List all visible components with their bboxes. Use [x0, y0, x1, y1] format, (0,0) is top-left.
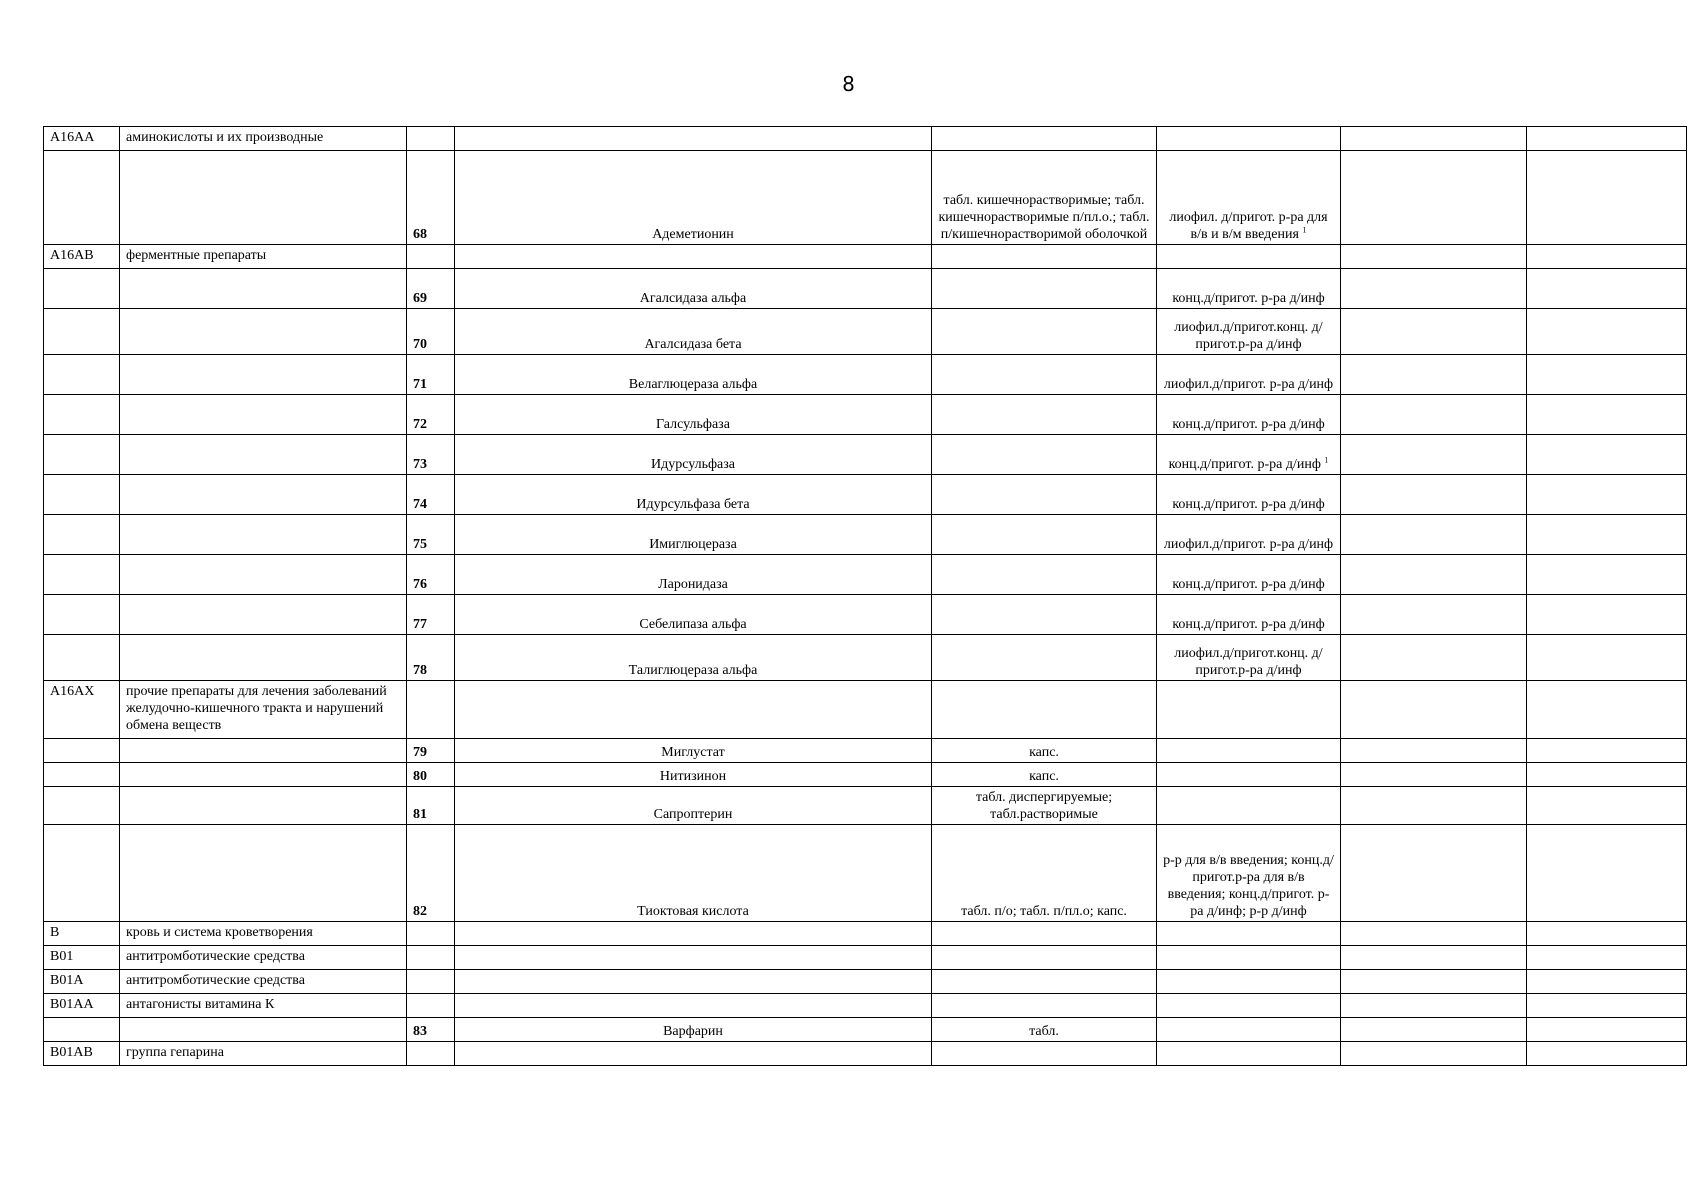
dosage-form-oral [932, 395, 1157, 435]
empty-cell [407, 681, 455, 739]
drug-row [44, 555, 1687, 595]
drug-row [44, 739, 1687, 763]
drug-name: Тиоктовая кислота [455, 825, 932, 922]
empty-cell [455, 681, 932, 739]
group-row [44, 127, 1687, 151]
drug-number: 83 [407, 1018, 455, 1042]
drug-row [44, 787, 1687, 825]
drug-row [44, 269, 1687, 309]
drug-number: 76 [407, 555, 455, 595]
empty-cell [44, 355, 120, 395]
dosage-form-oral [932, 435, 1157, 475]
empty-cell [1527, 475, 1687, 515]
dosage-form-parenteral-text: лиофил.д/пригот. р-ра д/инф [1163, 537, 1334, 552]
atc-group-code: B01A [44, 970, 120, 994]
empty-cell [120, 1018, 407, 1042]
empty-cell [1527, 269, 1687, 309]
dosage-form-parenteral-text: конц.д/пригот. р-ра д/инф [1172, 577, 1325, 592]
drug-name: Адеметионин [455, 151, 932, 245]
dosage-form-parenteral [1157, 739, 1341, 763]
dosage-form-oral [932, 595, 1157, 635]
empty-cell [1527, 739, 1687, 763]
empty-cell [44, 395, 120, 435]
table-body [44, 127, 1687, 1066]
empty-cell [1527, 994, 1687, 1018]
empty-cell [1341, 681, 1527, 739]
dosage-form-parenteral-text: конц.д/пригот. р-ра д/инф [1168, 457, 1321, 472]
empty-cell [120, 763, 407, 787]
empty-cell [1341, 739, 1527, 763]
drug-number: 80 [407, 763, 455, 787]
drug-name: Ларонидаза [455, 555, 932, 595]
atc-group-code: A16AX [44, 681, 120, 739]
dosage-form-parenteral-text: конц.д/пригот. р-ра д/инф [1172, 497, 1325, 512]
empty-cell [1527, 787, 1687, 825]
dosage-form-parenteral [1157, 555, 1341, 595]
drug-number: 71 [407, 355, 455, 395]
drug-row [44, 763, 1687, 787]
empty-cell [120, 355, 407, 395]
empty-cell [1157, 994, 1341, 1018]
empty-cell [932, 681, 1157, 739]
drug-name: Агалсидаза альфа [455, 269, 932, 309]
empty-cell [1341, 922, 1527, 946]
empty-cell [1527, 127, 1687, 151]
drug-name: Велаглюцераза альфа [455, 355, 932, 395]
empty-cell [1527, 515, 1687, 555]
empty-cell [1527, 595, 1687, 635]
empty-cell [120, 395, 407, 435]
empty-cell [1341, 127, 1527, 151]
group-row [44, 970, 1687, 994]
dosage-form-parenteral-text: конц.д/пригот. р-ра д/инф [1172, 291, 1325, 306]
dosage-form-parenteral-text: р-р для в/в введения; конц.д/пригот.р-ра для в/в введения; конц.д/пригот. р-ра д/инф; р-р д/инф [1163, 853, 1334, 919]
empty-cell [455, 245, 932, 269]
empty-cell [1341, 994, 1527, 1018]
empty-cell [120, 825, 407, 922]
empty-cell [407, 970, 455, 994]
empty-cell [1527, 1042, 1687, 1066]
drug-row [44, 635, 1687, 681]
dosage-form-oral [932, 355, 1157, 395]
empty-cell [44, 595, 120, 635]
empty-cell [1527, 435, 1687, 475]
drug-row [44, 515, 1687, 555]
footnote-marker: 1 [1302, 225, 1307, 235]
dosage-form-oral: табл. [932, 1018, 1157, 1042]
drug-name: Галсульфаза [455, 395, 932, 435]
atc-group-name: антитромботические средства [120, 970, 407, 994]
empty-cell [1341, 787, 1527, 825]
drug-number: 73 [407, 435, 455, 475]
drug-number: 72 [407, 395, 455, 435]
atc-group-code: A16AB [44, 245, 120, 269]
empty-cell [455, 1042, 932, 1066]
empty-cell [1157, 245, 1341, 269]
empty-cell [932, 994, 1157, 1018]
dosage-form-parenteral [1157, 763, 1341, 787]
empty-cell [120, 309, 407, 355]
drug-number: 69 [407, 269, 455, 309]
empty-cell [1527, 825, 1687, 922]
empty-cell [455, 970, 932, 994]
empty-cell [455, 946, 932, 970]
empty-cell [407, 922, 455, 946]
empty-cell [455, 127, 932, 151]
empty-cell [1341, 515, 1527, 555]
empty-cell [44, 435, 120, 475]
atc-group-code: B01AA [44, 994, 120, 1018]
atc-group-code: B [44, 922, 120, 946]
group-row [44, 922, 1687, 946]
empty-cell [1527, 922, 1687, 946]
empty-cell [407, 946, 455, 970]
empty-cell [932, 970, 1157, 994]
empty-cell [120, 595, 407, 635]
empty-cell [120, 555, 407, 595]
empty-cell [120, 151, 407, 245]
dosage-form-oral: капс. [932, 739, 1157, 763]
empty-cell [1527, 151, 1687, 245]
drug-name: Нитизинон [455, 763, 932, 787]
empty-cell [1527, 355, 1687, 395]
empty-cell [44, 635, 120, 681]
drug-name: Идурсульфаза [455, 435, 932, 475]
empty-cell [120, 635, 407, 681]
dosage-form-parenteral [1157, 825, 1341, 922]
atc-group-code: A16AA [44, 127, 120, 151]
drug-row [44, 355, 1687, 395]
group-row [44, 245, 1687, 269]
empty-cell [1341, 475, 1527, 515]
drug-number: 79 [407, 739, 455, 763]
dosage-form-oral [932, 635, 1157, 681]
dosage-form-parenteral [1157, 435, 1341, 475]
empty-cell [1341, 151, 1527, 245]
drug-number: 78 [407, 635, 455, 681]
empty-cell [407, 245, 455, 269]
empty-cell [407, 994, 455, 1018]
empty-cell [1341, 395, 1527, 435]
empty-cell [1527, 245, 1687, 269]
dosage-form-oral [932, 269, 1157, 309]
empty-cell [1527, 681, 1687, 739]
empty-cell [932, 922, 1157, 946]
dosage-form-oral [932, 309, 1157, 355]
dosage-form-parenteral [1157, 355, 1341, 395]
atc-group-name: аминокислоты и их производные [120, 127, 407, 151]
drug-row [44, 475, 1687, 515]
atc-group-code: B01AB [44, 1042, 120, 1066]
atc-group-name: кровь и система кроветворения [120, 922, 407, 946]
empty-cell [120, 787, 407, 825]
drug-name: Варфарин [455, 1018, 932, 1042]
empty-cell [1527, 946, 1687, 970]
drug-number: 77 [407, 595, 455, 635]
drug-row [44, 309, 1687, 355]
empty-cell [407, 1042, 455, 1066]
drug-name: Имиглюцераза [455, 515, 932, 555]
dosage-form-oral: табл. п/о; табл. п/пл.о; капс. [932, 825, 1157, 922]
empty-cell [1527, 635, 1687, 681]
empty-cell [1527, 555, 1687, 595]
empty-cell [1341, 1018, 1527, 1042]
empty-cell [1341, 555, 1527, 595]
drug-row [44, 595, 1687, 635]
empty-cell [1341, 355, 1527, 395]
empty-cell [44, 825, 120, 922]
empty-cell [120, 475, 407, 515]
empty-cell [1527, 1018, 1687, 1042]
group-row [44, 994, 1687, 1018]
empty-cell [44, 763, 120, 787]
empty-cell [1157, 970, 1341, 994]
empty-cell [1341, 635, 1527, 681]
dosage-form-parenteral-text: лиофил. д/пригот. р-ра для в/в и в/м введения [1169, 210, 1328, 242]
dosage-form-oral: табл. кишечнорастворимые; табл. кишечнорастворимые п/пл.о.; табл. п/кишечнорастворимой оболочкой [932, 151, 1157, 245]
empty-cell [1341, 309, 1527, 355]
atc-group-name: ферментные препараты [120, 245, 407, 269]
dosage-form-parenteral [1157, 269, 1341, 309]
empty-cell [44, 475, 120, 515]
empty-cell [1157, 127, 1341, 151]
empty-cell [932, 1042, 1157, 1066]
dosage-form-parenteral [1157, 475, 1341, 515]
empty-cell [455, 922, 932, 946]
empty-cell [44, 1018, 120, 1042]
drug-number: 68 [407, 151, 455, 245]
empty-cell [1341, 1042, 1527, 1066]
drug-row [44, 1018, 1687, 1042]
group-row [44, 681, 1687, 739]
empty-cell [44, 787, 120, 825]
dosage-form-parenteral [1157, 515, 1341, 555]
empty-cell [44, 555, 120, 595]
dosage-form-parenteral [1157, 787, 1341, 825]
empty-cell [44, 309, 120, 355]
dosage-form-oral: капс. [932, 763, 1157, 787]
empty-cell [1341, 245, 1527, 269]
drug-number: 70 [407, 309, 455, 355]
atc-group-name: группа гепарина [120, 1042, 407, 1066]
empty-cell [1341, 435, 1527, 475]
drug-number: 75 [407, 515, 455, 555]
empty-cell [1157, 681, 1341, 739]
empty-cell [44, 515, 120, 555]
empty-cell [1157, 946, 1341, 970]
empty-cell [120, 435, 407, 475]
drug-row [44, 435, 1687, 475]
drug-list-table [43, 126, 1687, 1066]
atc-group-name: антагонисты витамина К [120, 994, 407, 1018]
empty-cell [1527, 763, 1687, 787]
empty-cell [932, 127, 1157, 151]
dosage-form-parenteral [1157, 395, 1341, 435]
footnote-marker: 1 [1324, 455, 1329, 465]
empty-cell [1341, 946, 1527, 970]
drug-number: 81 [407, 787, 455, 825]
dosage-form-oral [932, 515, 1157, 555]
dosage-form-oral [932, 475, 1157, 515]
dosage-form-oral [932, 555, 1157, 595]
dosage-form-parenteral [1157, 309, 1341, 355]
dosage-form-parenteral-text: лиофил.д/пригот.конц. д/пригот.р-ра д/инф [1174, 646, 1323, 678]
empty-cell [455, 994, 932, 1018]
empty-cell [1527, 309, 1687, 355]
drug-name: Агалсидаза бета [455, 309, 932, 355]
dosage-form-parenteral-text: конц.д/пригот. р-ра д/инф [1172, 417, 1325, 432]
dosage-form-parenteral-text: лиофил.д/пригот.конц. д/пригот.р-ра д/инф [1174, 320, 1323, 352]
atc-group-name: антитромботические средства [120, 946, 407, 970]
group-row [44, 946, 1687, 970]
empty-cell [120, 269, 407, 309]
drug-name: Себелипаза альфа [455, 595, 932, 635]
page-number: 8 [842, 72, 855, 96]
dosage-form-parenteral-text: конц.д/пригот. р-ра д/инф [1172, 617, 1325, 632]
empty-cell [932, 946, 1157, 970]
empty-cell [44, 151, 120, 245]
atc-group-code: B01 [44, 946, 120, 970]
empty-cell [1341, 970, 1527, 994]
empty-cell [120, 739, 407, 763]
empty-cell [932, 245, 1157, 269]
empty-cell [407, 127, 455, 151]
dosage-form-oral: табл. диспергируемые; табл.растворимые [932, 787, 1157, 825]
empty-cell [1157, 1042, 1341, 1066]
atc-group-name: прочие препараты для лечения заболеваний желудочно-кишечного тракта и нарушений обмена веществ [120, 681, 407, 739]
drug-name: Сапроптерин [455, 787, 932, 825]
empty-cell [44, 739, 120, 763]
drug-row [44, 151, 1687, 245]
dosage-form-parenteral [1157, 595, 1341, 635]
dosage-form-parenteral [1157, 1018, 1341, 1042]
empty-cell [1527, 970, 1687, 994]
drug-name: Идурсульфаза бета [455, 475, 932, 515]
empty-cell [1527, 395, 1687, 435]
empty-cell [1341, 825, 1527, 922]
empty-cell [1341, 763, 1527, 787]
dosage-form-parenteral-text: лиофил.д/пригот. р-ра д/инф [1163, 377, 1334, 392]
empty-cell [1341, 269, 1527, 309]
empty-cell [1157, 922, 1341, 946]
drug-name: Талиглюцераза альфа [455, 635, 932, 681]
empty-cell [44, 269, 120, 309]
drug-number: 74 [407, 475, 455, 515]
group-row [44, 1042, 1687, 1066]
dosage-form-parenteral [1157, 151, 1341, 245]
dosage-form-parenteral [1157, 635, 1341, 681]
empty-cell [120, 515, 407, 555]
drug-row [44, 825, 1687, 922]
drug-row [44, 395, 1687, 435]
empty-cell [1341, 595, 1527, 635]
drug-name: Миглустат [455, 739, 932, 763]
drug-number: 82 [407, 825, 455, 922]
